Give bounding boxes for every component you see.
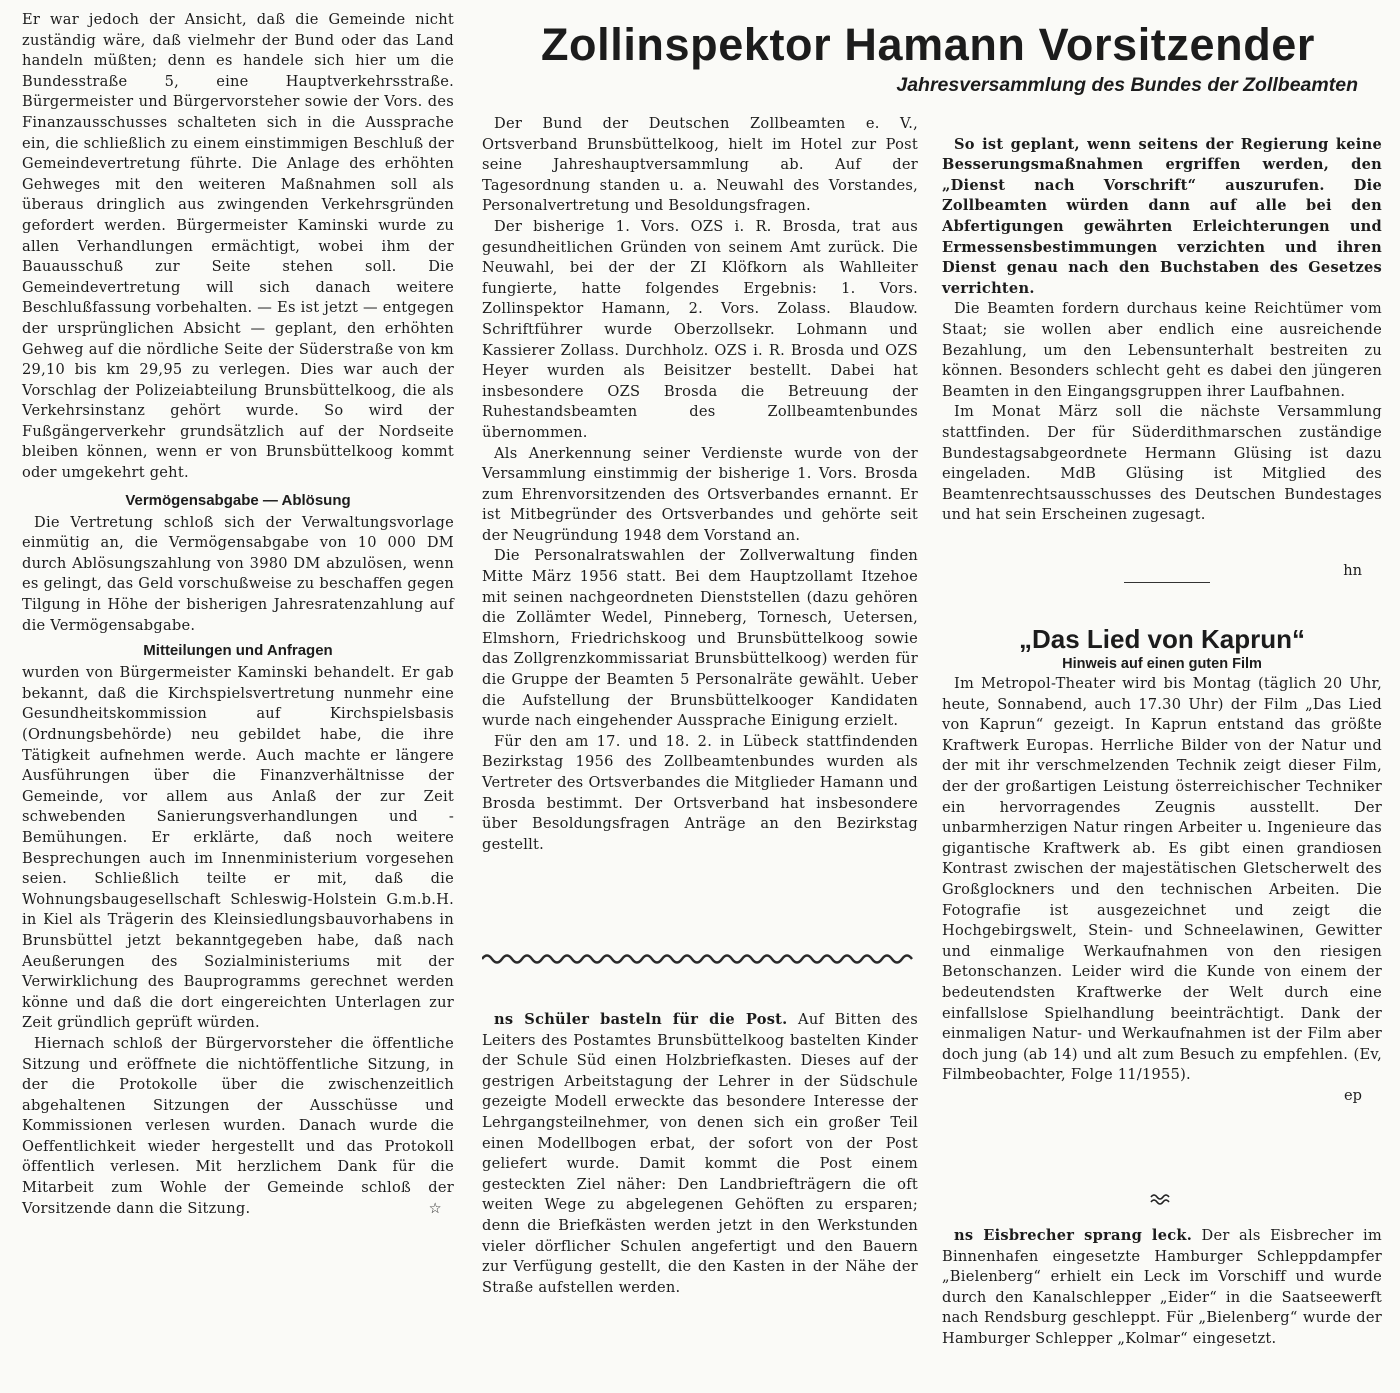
zoll-paragraph-4: Die Personalratswahlen der Zollverwaltung finden Mitte März 1956 statt. Bei dem Hauptzollamt Itzehoe mit seinen nachgeordneten Dienststellen (dazu gehören die Zollämter Wedel, Pinneberg, Tornesch, Uetersen, Elmshorn, Friedrichskoog und Brunsbüttelkoog sowie das Zollgrenzkommissariat Brunsbüttelkoog) werden für die Gruppe der Beamten 5 Personalräte gewählt. Ueber die Aufstellung der Brunsbüttelkooger Kandidaten wurde nach eingehender Aussprache Einigung erzielt.	[482, 547, 918, 730]
post-article-body: Auf Bitten des Leiters des Postamtes Brunsbüttelkoog bastelten Kinder der Schule Süd einen Holzbriefkasten. Dieses auf der gestrigen Arbeitstagung der Lehrer in der Südschule gezeigte Modell erweckte das besondere Interesse der Lehrgangsteilnehmer, von denen sich ein großer Teil einen Modellbogen erbat, der sofort von der Post geliefert wurde. Damit kommt die Post einem gesteckten Ziel näher: Den Landbriefträgern die oft weiten Wege zu abgelegenen Gehöften zu ersparen; denn die Briefkästen werden jetzt in den Werkstunden vieler dörflicher Schulen angefertigt und den Bauern zur Verfügung gestellt, die den Kasten in der Nähe der Straße aufstellen werden.	[482, 1011, 919, 1296]
film-signature: ep	[1344, 1086, 1362, 1104]
signature-rule	[1124, 582, 1210, 583]
small-wave-ornament	[1150, 1192, 1172, 1206]
zoll-signature-text: hn	[1343, 562, 1362, 579]
film-headline: „Das Lied von Kaprun“	[1018, 624, 1306, 654]
left-paragraph-4-text: Hiernach schloß der Bürgervorsteher die öffentliche Sitzung und eröffnete die nichtöffentliche Sitzung, in der die Protokolle über die zwischenzeitlich abgehaltenen Sitzungen der Ausschüsse und Kommissionen verlesen wurden. Danach wurde die Oeffentlichkeit wieder hergestellt und das Protokoll öffentlich verlesen. Mit herzlichem Dank für die Mitarbeit zum Wohle der Gemeinde schloß der Vorsitzende dann die Sitzung.	[22, 1034, 454, 1217]
left-paragraph-2: Die Vertretung schloß sich der Verwaltungsvorlage einmütig an, die Vermögensabgabe von 10 000 DM durch Ablösungszahlung von 3980 DM abzulösen, wenn es gelingt, das Geld vorschußweise zu beschaffen gegen Tilgung in Höhe der bisherigen Jahresratenzahlung auf die Vermögensabgabe.	[22, 513, 454, 634]
post-article	[482, 1010, 918, 1298]
right-column	[942, 114, 1382, 526]
headline-block	[462, 18, 1394, 98]
middle-column	[482, 114, 918, 855]
left-subheading-2: Mitteilungen und Anfragen	[143, 642, 333, 660]
post-article-text	[482, 1010, 918, 1298]
zoll-paragraph-5-continued	[942, 114, 1382, 135]
end-star-icon: ☆	[428, 1199, 442, 1217]
wave-ornament	[482, 952, 918, 966]
left-subheading-1: Vermögensabgabe — Ablösung	[125, 491, 351, 509]
main-subheadline: Jahresversammlung des Bundes der Zollbeamten	[896, 74, 1358, 96]
eisbrecher-text	[942, 1226, 1382, 1350]
zoll-paragraph-7: Die Beamten fordern durchaus keine Reichtümer vom Staat; sie wollen aber endlich eine ausreichende Bezahlung, um den Lebensunterhalt bestreiten zu können. Besonders schlecht geht es dabei den jüngeren Beamten in den Eingangsgruppen ihrer Laufbahnen.	[942, 300, 1382, 400]
left-column	[22, 10, 454, 1219]
zoll-paragraph-8: Im Monat März soll die nächste Versammlung stattfinden. Der für Süderdithmarschen zuständige Bundestagsabgeordnete Hermann Glüsing ist dazu eingeladen. MdB Glüsing ist Mitglied des Beamtenrechtsausschusses des Deutschen Bundestages und hat sein Erscheinen zugesagt.	[942, 403, 1382, 524]
zoll-paragraph-6: So ist geplant, wenn seitens der Regierung keine Besserungsmaßnahmen ergriffen werden, den „Dienst nach Vorschrift“ auszurufen. Die Zollbeamten würden dann auf alle bei den Abfertigungen gewährten Erleichterungen und Ermessensbestimmungen verzichten und ihren Dienst genau nach den Buchstaben des Gesetzes verrichten.	[942, 135, 1382, 297]
zoll-paragraph-1: Der Bund der Deutschen Zollbeamten e. V., Ortsverband Brunsbüttelkoog, hielt im Hotel zur Post seine Jahreshauptversammlung ab. Auf der Tagesordnung standen u. a. Neuwahl des Vorstandes, Personalvertretung und Besoldungsfragen.	[482, 115, 918, 215]
zoll-paragraph-2: Der bisherige 1. Vors. OZS i. R. Brosda, trat aus gesundheitlichen Gründen von seinem Amt zurück. Die Neuwahl, bei der der ZI Klöfkorn als Wahlleiter fungierte, hatte folgendes Ergebnis: 1. Vors. Zollinspektor Hamann, 2. Vors. Zolass. Blaudow. Schriftführer wurde Oberzollsekr. Lohmann und Kassierer Zollass. Durchholz. OZS i. R. Brosda und OZS Heyer wurden als Beisitzer bestellt. Dabei hat insbesondere OZS Brosda die Betreuung der Ruhestandsbeamten des Zollbeamtenbundes übernommen.	[482, 217, 918, 441]
left-paragraph-4	[22, 1034, 454, 1219]
film-text: Im Metropol-Theater wird bis Montag (täglich 20 Uhr, heute, Sonnabend, auch 17.30 Uhr) der Film „Das Lied von Kaprun“ gezeigt. In Kaprun entstand das größte Kraftwerk Europas. Herrliche Bilder von der Natur und der mit ihr verschmelzenden Technik zeigt dieser Film, der der großartigen Leistung österreichischer Techniker ein hervorragendes Zeugnis ausstellt. Der unbarmherzigen Natur ringen Arbeiter u. Ingenieure das gigantische Kraftwerk ab. Es gibt einen grandiosen Kontrast zwischen der majestätischen Gletscherwelt des Großglockners und den technischen Arbeiten. Die Fotografie ist ausgezeichnet und zeigt die Hochgebirgswelt, Stein- und Schneelawinen, Gewitter und einmalige Werkaufnahmen von den riesigen Betonschanzen. Leider wird die Kunde von einem der bedeutendsten Kraftwerke der Welt durch eine einfallslose Spielhandlung beeinträchtigt. Dank der einmaligen Natur- und Werkaufnahmen ist der Film aber doch jung (ab 14) und alt zum Besuch zu empfehlen. (Ev, Filmbeobachter, Folge 11/1955).	[942, 675, 1382, 1084]
eisbrecher-article	[942, 1226, 1382, 1350]
left-paragraph-3: wurden von Bürgermeister Kaminski behandelt. Er gab bekannt, daß die Kirchspielsvertretung nunmehr eine Gesundheitskommission auf Kirchspielsbasis (Ordnungsbehörde) neu gebildet habe, die ihre Tätigkeit aufnehmen werde. Auch machte er längere Ausführungen über die Finanzverhältnisse der Gemeinde, vor allem aus Anlaß der zur Zeit schwebenden Sanierungsverhandlungen und -Bemühungen. Er erklärte, daß noch weitere Besprechungen auch im Innenministerium vorgesehen seien. Schließlich teilte er mit, daß die Wohnungsbaugesellschaft Schleswig-Holstein G.m.b.H. in Kiel als Trägerin des Kleinsiedlungsbauvorhabens in Brunsbüttel jetzt bekanntgegeben habe, daß nach Aeußerungen des Sozialministeriums mit der Verwirklichung des Bauprogramms gerechnet werden könne und daß die dort eingereichten Unterlagen zur Zeit gründlich geprüft würden.	[22, 664, 454, 1032]
film-article	[942, 622, 1382, 1106]
eisbrecher-body: Der als Eisbrecher im Binnenhafen eingesetzte Hamburger Schleppdampfer „Bielenberg“ erhielt ein Leck im Vorschiff und wurde durch den Kanalschlepper „Eider“ in die Saatseewerft nach Rendsburg geschleppt. Für „Bielenberg“ wurde der Hamburger Schlepper „Kolmar“ eingesetzt.	[942, 1227, 1383, 1347]
eisbrecher-lead: ns Eisbrecher sprang leck.	[954, 1227, 1193, 1244]
left-paragraph-1: Er war jedoch der Ansicht, daß die Gemeinde nicht zuständig wäre, daß vielmehr der Bund oder das Land handeln müßten; denn es handele sich hier um die Bundesstraße 5, eine Hauptverkehrsstraße. Bürgermeister und Bürgervorsteher sowie der Vors. des Finanzausschusses schalteten sich in die Aussprache ein, die schließlich zu einem einstimmigen Beschluß der Gemeindevertretung führte. Die Anlage des erhöhten Gehweges mit den weiteren Maßnahmen soll als überaus dringlich aus zwingenden Verkehrsgründen gefordert werden. Bürgermeister Kaminski wurde zu allen Verhandlungen ermächtigt, wobei ihm der Bauausschuß zur Seite stehen soll. Die Gemeindevertretung will sich danach weitere Beschlußfassung vorbehalten. — Es ist jetzt — entgegen der ursprünglichen Absicht — geplant, den erhöhten Gehweg auf die nördliche Seite der Süderstraße von km 29,10 bis km 29,95 zu verlegen. Dies war auch der Vorschlag der Polizeiabteilung Brunsbüttelkoog, die als Verkehrsinstanz gehört wurde. So wird der Fußgängerverkehr grundsätzlich auf der Nordseite bleiben können, wenn er von Brunsbüttelkoog kommt oder umgekehrt geht.	[22, 11, 454, 482]
post-article-lead: ns Schüler basteln für die Post.	[494, 1011, 788, 1028]
zoll-paragraph-5: Für den am 17. und 18. 2. in Lübeck stattfindenden Bezirkstag 1956 des Zollbeamtenbundes wurden als Vertreter des Ortsverbandes die Mitglieder Hamann und Brosda bestimmt. Der Ortsverband hat insbesondere über Besoldungsfragen Anträge an den Bezirkstag gestellt.	[482, 732, 918, 853]
zoll-paragraph-3: Als Anerkennung seiner Verdienste wurde von der Versammlung einstimmig der bisherige 1. Vors. Brosda zum Ehrenvorsitzenden des Ortsverbandes ernannt. Er ist Mitbegründer des Ortsverbandes und gehörte seit der Neugründung 1948 dem Vorstand an.	[482, 444, 918, 544]
main-headline: Zollinspektor Hamann Vorsitzender	[540, 19, 1316, 70]
film-subheadline: Hinweis auf einen guten Film	[1062, 656, 1262, 672]
